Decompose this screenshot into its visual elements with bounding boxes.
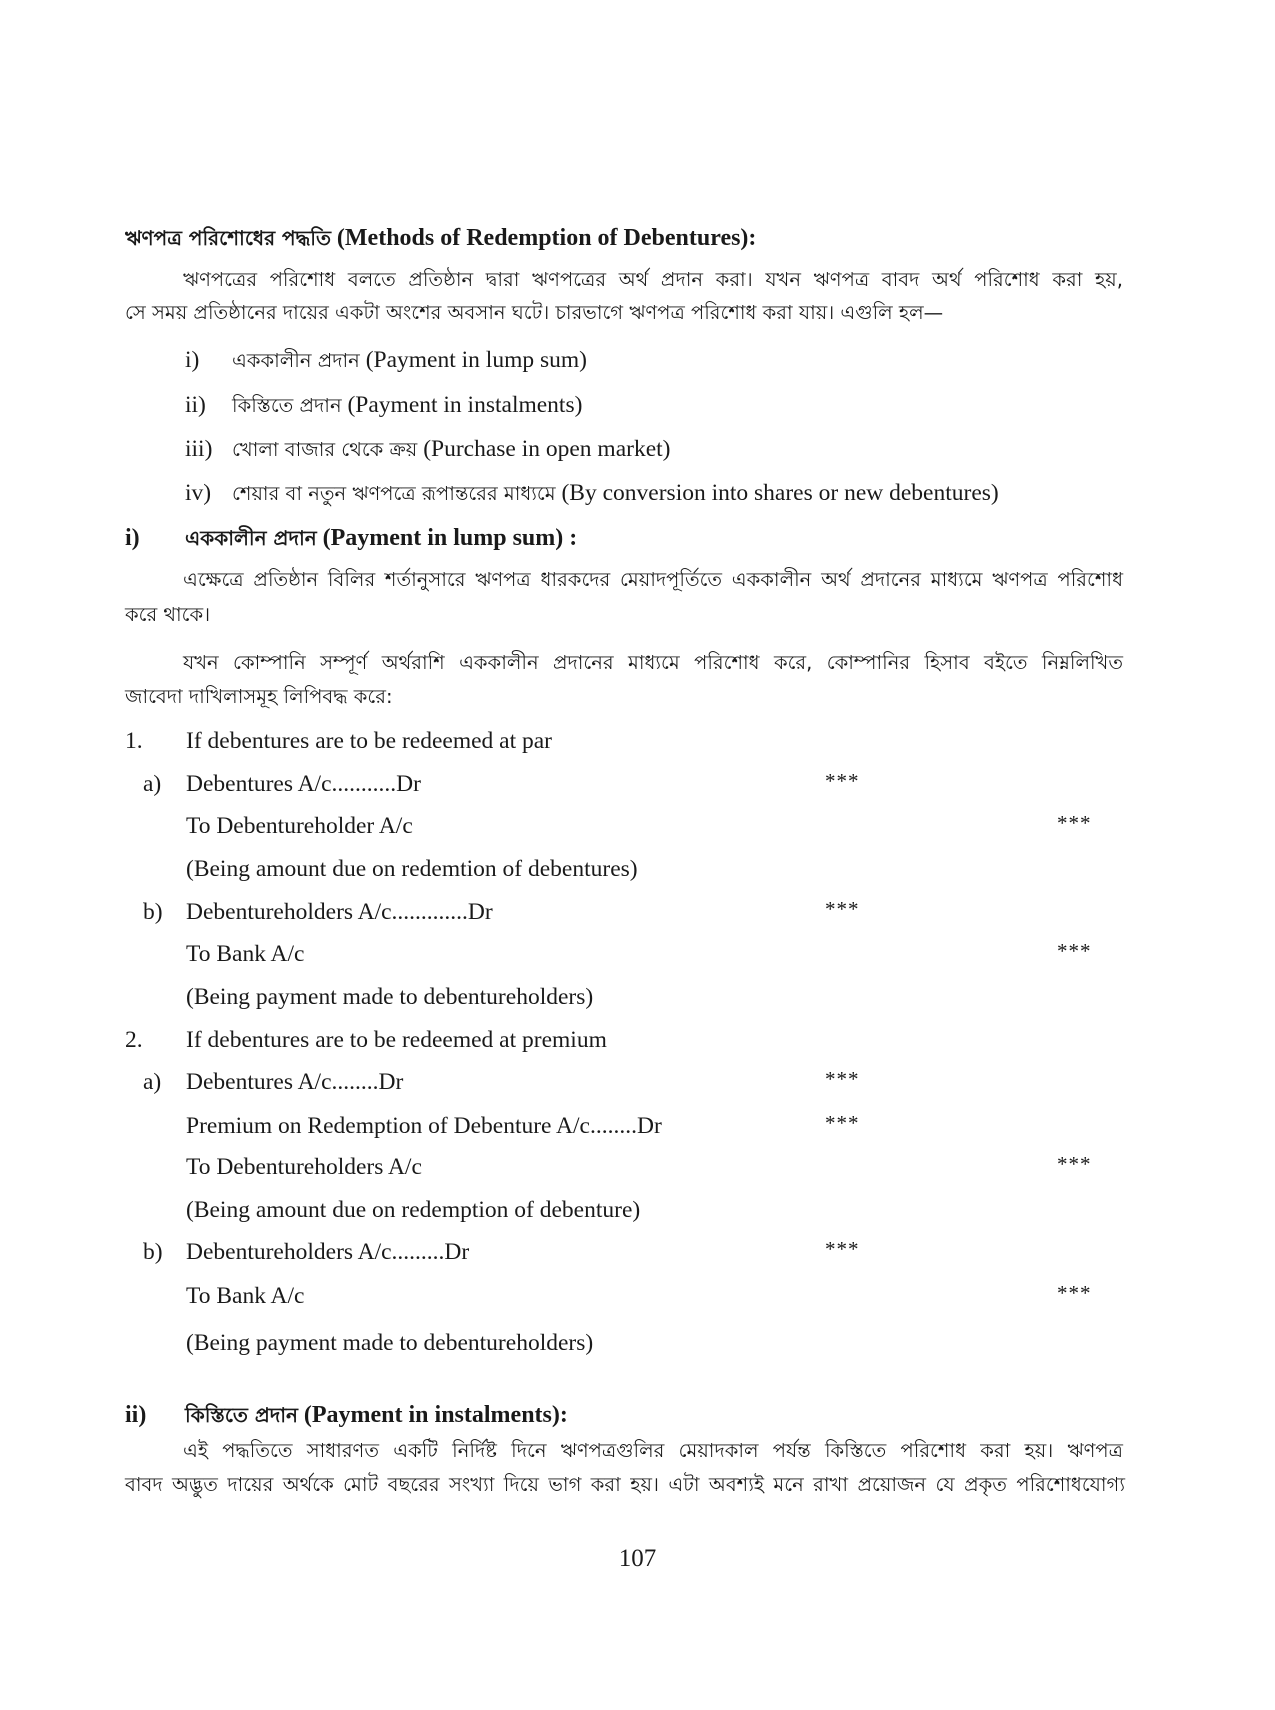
lumpsum-heading-bengali: এককালীন প্রদান	[185, 526, 317, 550]
section-heading	[125, 223, 756, 253]
method-number: iii)	[185, 436, 213, 462]
debit-entry: Debentures A/c........Dr	[186, 1069, 404, 1095]
instalments-heading	[125, 1400, 568, 1430]
method-bengali: শেয়ার বা নতুন ঋণপত্রে রূপান্তরের মাধ্যমে	[232, 482, 556, 505]
instalments-line-1: এই পদ্ধতিতে সাধারণত একটি নির্দিষ্ট দিনে ঋণপত্রগুলির মেয়াদকাল পর্যন্ত কিস্তিতে পরিশোধ করা হয়। ঋণপত্র	[183, 1439, 1123, 1462]
method-english: (By conversion into shares or new debentures)	[561, 480, 999, 506]
case1-number: 1.	[125, 728, 143, 754]
credit-entry: To Bank A/c	[186, 1283, 305, 1309]
method-bengali: এককালীন প্রদান	[232, 349, 360, 372]
credit-amount: ***	[1057, 1281, 1092, 1305]
intro-line-2: সে সময় প্রতিষ্ঠানের দায়ের একটা অংশের অবসান ঘটে। চারভাগে ঋণপত্র পরিশোধ করা যায়। এগুলি হল—	[125, 301, 944, 324]
case1-title: If debentures are to be redeemed at par	[186, 728, 553, 754]
debit-amount: ***	[825, 1237, 860, 1261]
instalments-heading-bengali: কিস্তিতে প্রদান	[185, 1403, 298, 1427]
debit-entry: Debentureholders A/c.............Dr	[186, 899, 493, 925]
credit-amount: ***	[1057, 1152, 1092, 1176]
credit-amount: ***	[1057, 811, 1092, 835]
method-item	[185, 434, 671, 465]
method-item	[185, 345, 587, 376]
entry-label: a)	[143, 1069, 162, 1095]
entry-label: b)	[143, 1239, 163, 1265]
lumpsum-para1-line1: এক্ষেত্রে প্রতিষ্ঠান বিলির শর্তানুসারে ঋণপত্র ধারকদের মেয়াদপূর্তিতে এককালীন অর্থ প্রদানের মাধ্যমে ঋণপত্র পরিশোধ	[183, 568, 1123, 591]
instalments-line-2: বাবদ অদ্ভুত দায়ের অর্থকে মোট বছরের সংখ্যা দিয়ে ভাগ করা হয়। এটা অবশ্যই মনে রাখা প্রয়োজন যে প্রকৃত পরিশোধযোগ্য	[125, 1473, 1125, 1496]
debit-entry: Debentureholders A/c.........Dr	[186, 1239, 470, 1265]
credit-amount: ***	[1057, 939, 1092, 963]
method-english: (Purchase in open market)	[423, 436, 671, 462]
lumpsum-para2-line1: যখন কোম্পানি সম্পূর্ণ অর্থরাশি এককালীন প্রদানের মাধ্যমে পরিশোধ করে, কোম্পানির হিসাব বইতে নিম্নলিখিত	[183, 651, 1123, 674]
instalments-number: ii)	[125, 1402, 147, 1428]
case2-title: If debentures are to be redeemed at premium	[186, 1027, 607, 1053]
intro-line-1: ঋণপত্রের পরিশোধ বলতে প্রতিষ্ঠান দ্বারা ঋণপত্রের অর্থ প্রদান করা। যখন ঋণপত্র বাবদ অর্থ পরিশোধ করা হয়,	[183, 268, 1123, 291]
narration: (Being payment made to debentureholders)	[186, 984, 594, 1010]
debit-entry: Premium on Redemption of Debenture A/c........Dr	[186, 1113, 662, 1139]
page-number: 107	[618, 1545, 657, 1572]
lumpsum-number: i)	[125, 525, 140, 551]
method-english: (Payment in lump sum)	[365, 347, 587, 373]
lumpsum-para1-line2: করে থাকে।	[125, 603, 211, 626]
section-heading-bengali: ঋণপত্র পরিশোধের পদ্ধতি	[125, 226, 332, 250]
entry-label: a)	[143, 771, 162, 797]
method-item	[185, 390, 582, 421]
debit-entry: Debentures A/c...........Dr	[186, 771, 421, 797]
narration: (Being payment made to debentureholders)	[186, 1330, 594, 1356]
debit-amount: ***	[825, 769, 860, 793]
entry-label: b)	[143, 899, 163, 925]
credit-entry: To Debentureholder A/c	[186, 813, 413, 839]
narration: (Being amount due on redemtion of debentures)	[186, 856, 638, 882]
credit-entry: To Debentureholders A/c	[186, 1154, 422, 1180]
method-number: i)	[185, 347, 200, 373]
lumpsum-heading-english: (Payment in lump sum) :	[322, 525, 578, 551]
debit-amount: ***	[825, 897, 860, 921]
debit-amount: ***	[825, 1067, 860, 1091]
method-item	[185, 478, 999, 509]
method-bengali: খোলা বাজার থেকে ক্রয়	[232, 438, 418, 461]
section-heading-english: (Methods of Redemption of Debentures):	[336, 225, 757, 251]
lumpsum-para2-line2: জাবেদা দাখিলাসমূহ লিপিবদ্ধ করে:	[125, 685, 393, 708]
method-number: ii)	[185, 392, 206, 418]
debit-amount: ***	[825, 1111, 860, 1135]
credit-entry: To Bank A/c	[186, 941, 305, 967]
instalments-heading-english: (Payment in instalments):	[303, 1402, 568, 1428]
lumpsum-heading	[125, 523, 577, 553]
method-bengali: কিস্তিতে প্রদান	[232, 394, 342, 417]
case2-number: 2.	[125, 1027, 143, 1053]
method-number: iv)	[185, 480, 212, 506]
narration: (Being amount due on redemption of debenture)	[186, 1197, 641, 1223]
method-english: (Payment in instalments)	[347, 392, 583, 418]
